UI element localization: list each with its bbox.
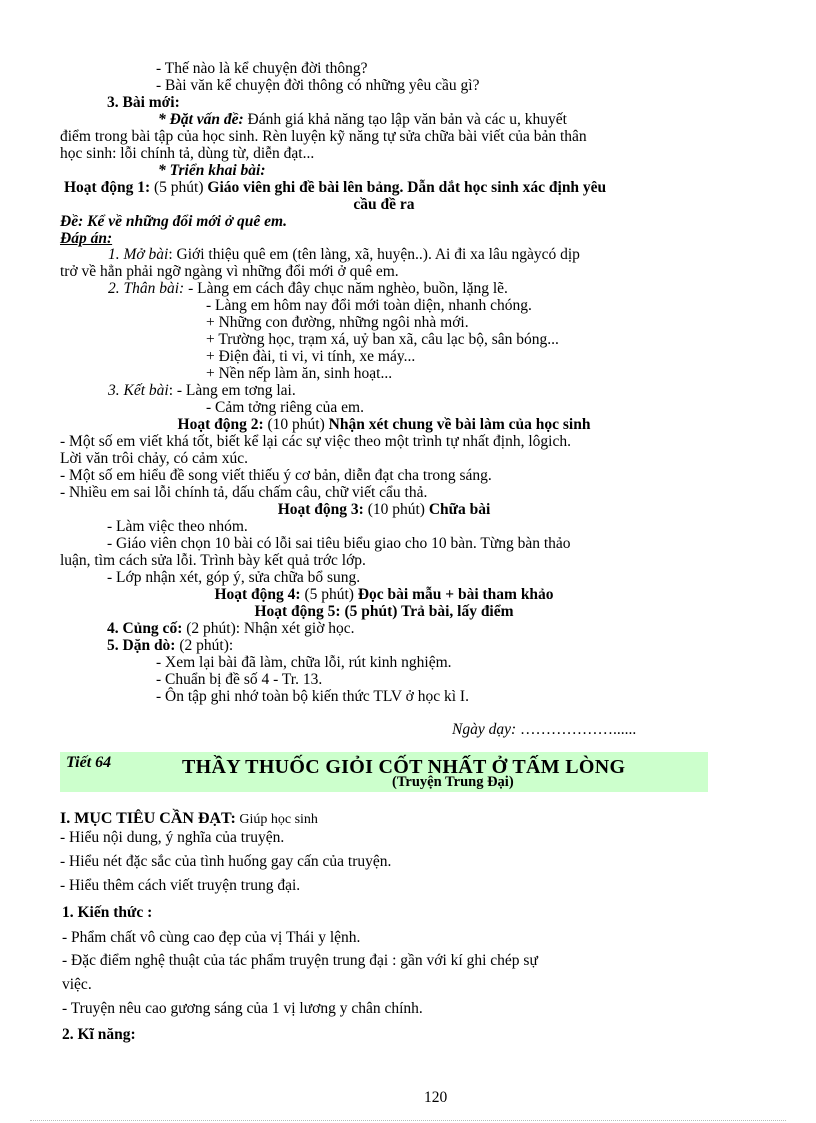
text-line: việc. <box>62 976 92 993</box>
text-line: - Hiểu thêm cách viết truyện trung đại. <box>60 877 301 894</box>
text-line: - Ôn tập ghi nhớ toàn bộ kiến thức TLV ở học kì I. <box>156 688 469 705</box>
text-line: - Chuẩn bị đề số 4 - Tr. 13. <box>156 671 323 688</box>
answer-heading: Đáp án: <box>60 230 113 247</box>
footer-divider <box>30 1120 786 1121</box>
text-line: - Hiểu nét đặc sắc của tình huống gay cấn của truyện. <box>60 853 392 870</box>
text-line: - Hiểu nội dung, ý nghĩa của truyện. <box>60 829 285 846</box>
page-number: 120 <box>424 1089 448 1106</box>
text-line: * Đặt vấn đề: Đánh giá khả năng tạo lập văn bản và các u, khuyết <box>158 111 567 128</box>
text-line: - Lớp nhận xét, góp ý, sửa chữa bổ sung. <box>107 569 361 586</box>
section-heading: * Triển khai bài: <box>158 162 266 179</box>
text-line: - Cảm tởng riêng của em. <box>206 399 364 416</box>
text-line: - Xem lại bài đã làm, chữa lỗi, rút kinh nghiệm. <box>156 654 452 671</box>
text-line: - Phẩm chất vô cùng cao đẹp của vị Thái y lệnh. <box>62 929 361 946</box>
subsection-heading: 2. Kĩ năng: <box>62 1026 136 1043</box>
text-line: 5. Dặn dò: (2 phút): <box>107 637 234 654</box>
text-line: - Thế nào là kể chuyện đời thông? <box>156 60 368 77</box>
activity-heading: Hoạt động 5: (5 phút) Trả bài, lấy điểm <box>254 603 514 620</box>
lesson-banner <box>60 752 708 792</box>
text-line: - Nhiều em sai lỗi chính tả, dấu chấm câu, chữ viết cẩu thả. <box>60 484 428 501</box>
text-line: 3. Kết bài: - Làng em tơng lai. <box>108 382 296 399</box>
text-line: + Những con đường, những ngôi nhà mới. <box>206 314 469 331</box>
lesson-title: THẦY THUỐC GIỎI CỐT NHẤT Ở TẤM LÒNG <box>182 756 626 778</box>
text-line: + Điện đài, ti vi, vi tính, xe máy... <box>206 348 416 365</box>
text-line: cầu đề ra <box>353 196 415 213</box>
text-line: 1. Mở bài: Giới thiệu quê em (tên làng, xã, huyện..). Ai đi xa lâu ngàycó dịp <box>108 246 580 263</box>
text-line: - Làm việc theo nhóm. <box>107 518 248 535</box>
topic-line: Đề: Kể về những đổi mới ở quê em. <box>60 213 287 230</box>
text-line: - Làng em hôm nay đổi mới toàn diện, nhanh chóng. <box>206 297 532 314</box>
text-line: trở về hẳn phải ngỡ ngàng vì những đổi mới ở quê em. <box>60 263 399 280</box>
activity-heading: Hoạt động 2: (10 phút) Nhận xét chung về bài làm của học sinh <box>177 416 591 433</box>
text-line: - Truyện nêu cao gương sáng của 1 vị lương y chân chính. <box>62 1000 423 1017</box>
text-line: + Trường học, trạm xá, uỷ ban xã, câu lạc bộ, sân bóng... <box>206 331 559 348</box>
text-line: + Nền nếp làm ăn, sinh hoạt... <box>206 365 393 382</box>
subsection-heading: 1. Kiến thức : <box>62 904 153 921</box>
activity-heading: Hoạt động 1: (5 phút) Giáo viên ghi đề bài lên bảng. Dẫn dắt học sinh xác định yêu <box>64 179 607 196</box>
text-line: luận, tìm cách sửa lỗi. Trình bày kết quả trớc lớp. <box>60 552 366 569</box>
teaching-date-line: Ngày dạy: ………………...... <box>452 721 637 738</box>
text-line: - Đặc điểm nghệ thuật của tác phẩm truyện trung đại : gần với kí ghi chép sự <box>62 952 538 969</box>
text-line: - Giáo viên chọn 10 bài có lỗi sai tiêu biểu giao cho 10 bàn. Từng bàn thảo <box>107 535 571 552</box>
text-line: điểm trong bài tập của học sinh. Rèn luyện kỹ năng tự sửa chữa bài viết của bản thân <box>60 128 587 145</box>
text-line: - Một số em hiểu đề song viết thiếu ý cơ bản, diễn đạt cha trong sáng. <box>60 467 492 484</box>
objectives-heading: I. MỤC TIÊU CẦN ĐẠT: Giúp học sinh <box>60 810 318 827</box>
text-line: học sinh: lỗi chính tả, dùng từ, diễn đạt... <box>60 145 315 162</box>
text-line: Lời văn trôi chảy, có cảm xúc. <box>60 450 248 467</box>
activity-heading: Hoạt động 4: (5 phút) Đọc bài mẫu + bài tham khảo <box>214 586 554 603</box>
text-line: - Bài văn kể chuyện đời thông có những yêu cầu gì? <box>156 77 480 94</box>
lesson-subtitle: (Truyện Trung Đại) <box>392 774 514 790</box>
section-heading: 3. Bài mới: <box>107 94 180 111</box>
text-line: 4. Củng cố: (2 phút): Nhận xét giờ học. <box>107 620 355 637</box>
lesson-number: Tiết 64 <box>66 754 112 771</box>
text-line: - Một số em viết khá tốt, biết kể lại các sự việc theo một trình tự nhất định, lôgich. <box>60 433 571 450</box>
text-line: 2. Thân bài: - Làng em cách đây chục năm nghèo, buồn, lặng lẽ. <box>108 280 508 297</box>
activity-heading: Hoạt động 3: (10 phút) Chữa bài <box>277 501 491 518</box>
